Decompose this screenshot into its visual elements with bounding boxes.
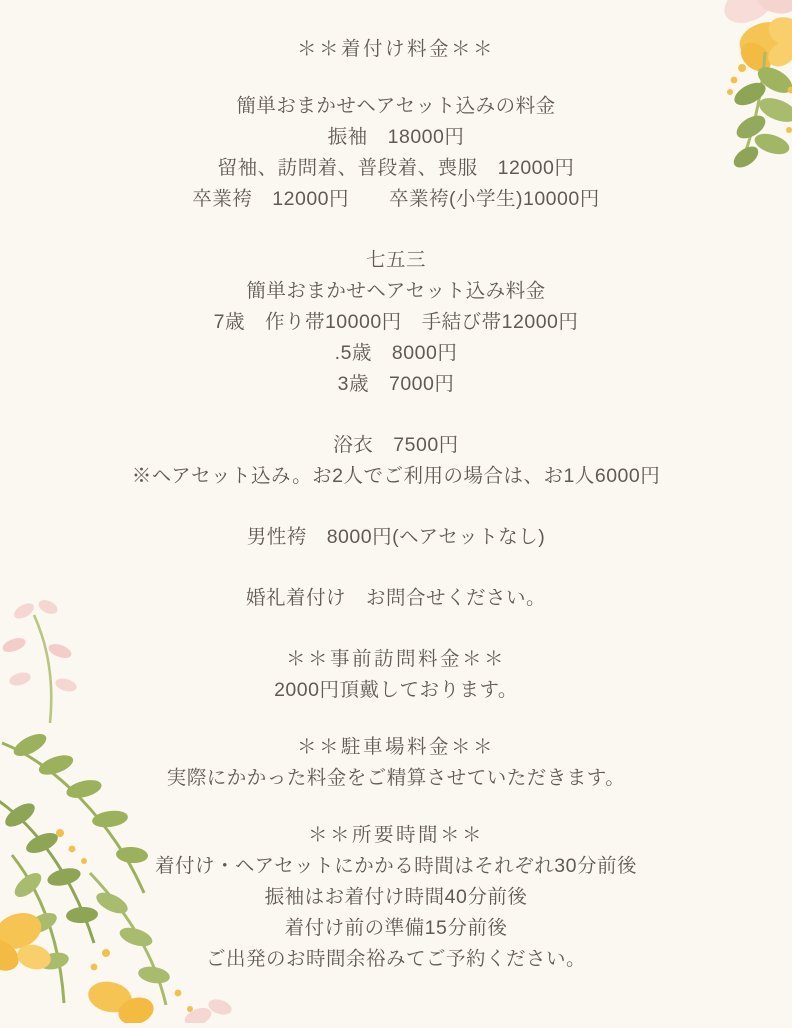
- section-line: 浴衣 7500円: [333, 434, 459, 456]
- section-line: 振袖はお着付け時間40分前後: [264, 886, 528, 908]
- section-kitsuke-price: [40, 34, 752, 215]
- section-shoyo-jikan: [40, 820, 752, 975]
- section-shichigosan: [40, 245, 752, 400]
- section-heading: ＊＊事前訪問料金＊＊: [285, 648, 506, 670]
- section-heading: 七五三: [365, 249, 426, 271]
- section-line: 簡単おまかせヘアセット込みの料金: [236, 95, 556, 117]
- section-line: ※ヘアセット込み。お2人でご利用の場合は、お1人6000円: [131, 465, 661, 487]
- section-parking: [40, 732, 752, 794]
- section-line: 3歳 7000円: [337, 373, 455, 395]
- section-line: 婚礼着付け お問合せください。: [245, 587, 546, 609]
- section-line: 簡単おまかせヘアセット込み料金: [246, 280, 546, 302]
- section-heading: ＊＊駐車場料金＊＊: [296, 736, 495, 758]
- section-dansei-hakama: [40, 522, 752, 553]
- section-line: 留袖、訪問着、普段着、喪服 12000円: [217, 157, 575, 179]
- section-line: ご出発のお時間余裕みてご予約ください。: [205, 948, 586, 970]
- section-konrei: [40, 583, 752, 614]
- section-heading: ＊＊着付け料金＊＊: [296, 38, 495, 60]
- section-line: 着付け・ヘアセットにかかる時間はそれぞれ30分前後: [155, 855, 637, 877]
- section-line: 卒業袴 12000円 卒業袴(小学生)10000円: [192, 188, 600, 210]
- section-line: 実際にかかった料金をご精算させていただきます。: [166, 767, 626, 789]
- section-jizen-homon: [40, 644, 752, 706]
- section-heading: ＊＊所要時間＊＊: [307, 824, 484, 846]
- section-line: 振袖 18000円: [327, 126, 465, 148]
- section-line: 2000円頂戴しております。: [274, 679, 518, 701]
- section-yukata: [40, 430, 752, 492]
- section-line: 男性袴 8000円(ヘアセットなし): [246, 526, 546, 548]
- section-line: .5歳 8000円: [334, 342, 458, 364]
- section-line: 7歳 作り帯10000円 手結び帯12000円: [213, 311, 579, 333]
- section-line: 着付け前の準備15分前後: [284, 917, 508, 939]
